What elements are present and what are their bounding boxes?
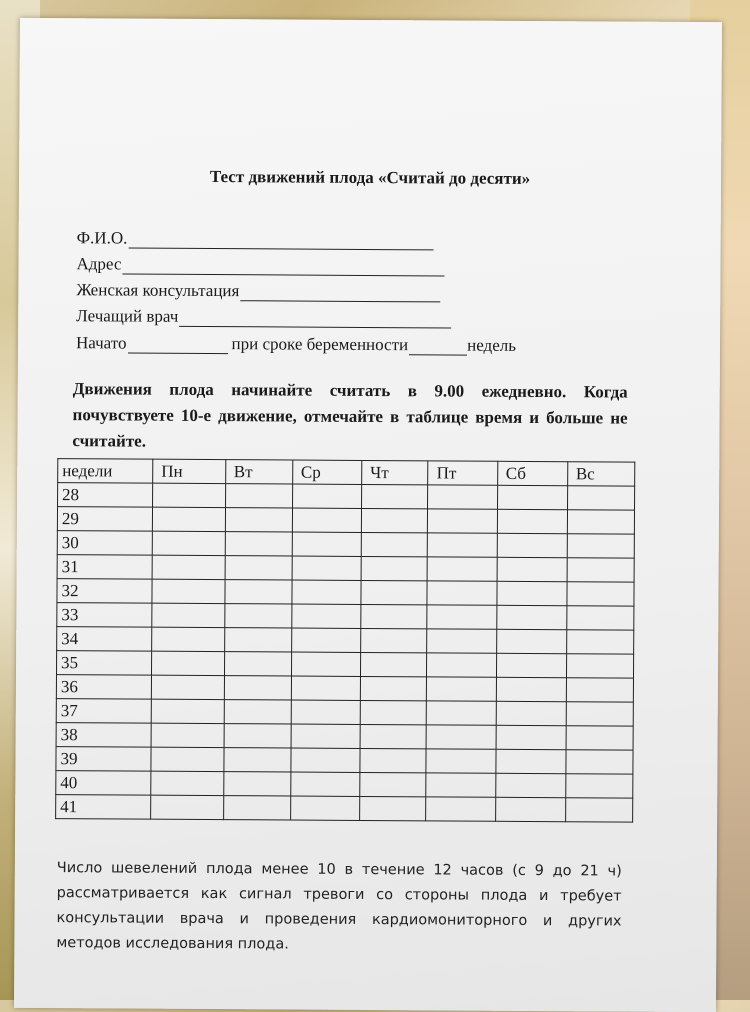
field-doctor	[76, 306, 451, 328]
week-number: 30	[57, 531, 152, 556]
field-address-label: Адрес	[76, 254, 122, 274]
field-clinic	[76, 280, 440, 302]
time-cell[interactable]	[224, 652, 291, 676]
column-header: Чт	[362, 460, 429, 484]
field-started-line[interactable]	[127, 335, 227, 355]
field-doctor-label: Лечащий врач	[76, 306, 179, 326]
time-cell[interactable]	[225, 556, 292, 580]
time-cell[interactable]	[495, 797, 565, 821]
time-cell[interactable]	[566, 726, 634, 750]
time-cell[interactable]	[152, 579, 225, 603]
field-clinic-line[interactable]	[240, 282, 440, 302]
column-header: недели	[58, 459, 153, 484]
time-cell[interactable]	[225, 484, 292, 508]
time-cell[interactable]	[223, 772, 290, 796]
week-number: 40	[56, 771, 151, 796]
field-fio	[77, 228, 434, 250]
time-cell[interactable]	[428, 485, 497, 509]
time-cell[interactable]	[151, 651, 224, 675]
table-row	[56, 723, 633, 751]
table-row	[56, 771, 633, 799]
time-cell[interactable]	[361, 532, 428, 556]
time-cell[interactable]	[565, 798, 633, 822]
time-cell[interactable]	[496, 581, 566, 605]
time-cell[interactable]	[291, 676, 360, 700]
table-header-row	[58, 459, 635, 487]
time-cell[interactable]	[151, 771, 224, 795]
table-row	[57, 579, 634, 607]
time-cell[interactable]	[151, 699, 224, 723]
table-row	[58, 483, 635, 511]
time-cell[interactable]	[292, 484, 361, 508]
table-row	[57, 531, 634, 559]
field-address	[76, 254, 444, 276]
week-number: 28	[58, 483, 153, 508]
time-cell[interactable]	[361, 508, 428, 532]
field-term-line[interactable]	[409, 336, 467, 355]
week-number: 39	[56, 747, 151, 772]
time-cell[interactable]	[567, 534, 635, 558]
time-cell[interactable]	[496, 605, 566, 629]
time-cell[interactable]	[224, 724, 291, 748]
table-row	[57, 603, 634, 631]
time-cell[interactable]	[151, 795, 224, 819]
time-cell[interactable]	[152, 531, 225, 555]
warning-note: Число шевелений плода менее 10 в течение 12 часов (с 9 до 21 ч) рассматривается как сигнал тревоги со стороны плода и требует консультации врача и проведения кардиомониторного и других методов исследования плода.	[56, 860, 622, 953]
time-cell[interactable]	[223, 748, 290, 772]
time-cell[interactable]	[291, 700, 360, 724]
time-cell[interactable]	[360, 700, 427, 724]
time-cell[interactable]	[495, 749, 565, 773]
time-cell[interactable]	[224, 580, 291, 604]
time-cell[interactable]	[224, 700, 291, 724]
week-number: 32	[57, 579, 152, 604]
time-cell[interactable]	[497, 485, 567, 509]
time-cell[interactable]	[426, 773, 495, 797]
table-row	[56, 699, 633, 727]
time-cell[interactable]	[427, 677, 496, 701]
field-fio-label: Ф.И.О.	[76, 228, 128, 248]
table-row	[56, 675, 633, 703]
time-cell[interactable]	[360, 652, 427, 676]
table-row	[57, 627, 634, 655]
time-cell[interactable]	[292, 508, 361, 532]
time-cell[interactable]	[291, 724, 360, 748]
time-cell[interactable]	[291, 604, 360, 628]
time-cell[interactable]	[566, 654, 634, 678]
time-cell[interactable]	[224, 604, 291, 628]
field-address-line[interactable]	[122, 255, 444, 276]
time-cell[interactable]	[496, 629, 566, 653]
time-cell[interactable]	[292, 556, 361, 580]
time-cell[interactable]	[566, 702, 634, 726]
time-cell[interactable]	[495, 773, 565, 797]
table-row	[56, 795, 633, 823]
time-cell[interactable]	[361, 580, 428, 604]
field-doctor-line[interactable]	[179, 308, 451, 329]
time-cell[interactable]	[224, 628, 291, 652]
field-started-label: Начато	[75, 333, 127, 353]
time-cell[interactable]	[291, 748, 360, 772]
time-cell[interactable]	[567, 510, 635, 534]
time-cell[interactable]	[427, 701, 496, 725]
time-cell[interactable]	[151, 675, 224, 699]
form-title: Тест движений плода «Считай до десяти»	[209, 167, 531, 188]
time-cell[interactable]	[290, 772, 359, 796]
week-number: 35	[56, 651, 151, 676]
time-cell[interactable]	[496, 677, 566, 701]
time-cell[interactable]	[428, 509, 497, 533]
week-number: 37	[56, 699, 151, 724]
field-fio-line[interactable]	[128, 230, 433, 251]
time-cell[interactable]	[496, 653, 566, 677]
time-cell[interactable]	[427, 629, 496, 653]
column-header: Пт	[428, 461, 497, 485]
time-cell[interactable]	[291, 652, 360, 676]
column-header: Ср	[292, 460, 361, 484]
time-cell[interactable]	[362, 484, 429, 508]
time-cell[interactable]	[427, 725, 496, 749]
time-cell[interactable]	[426, 749, 495, 773]
column-header: Пн	[153, 459, 226, 483]
time-cell[interactable]	[497, 557, 567, 581]
time-cell[interactable]	[496, 725, 566, 749]
time-cell[interactable]	[225, 532, 292, 556]
time-cell[interactable]	[360, 724, 427, 748]
time-cell[interactable]	[428, 533, 497, 557]
time-cell[interactable]	[567, 582, 635, 606]
time-cell[interactable]	[426, 797, 495, 821]
time-cell[interactable]	[427, 605, 496, 629]
time-cell[interactable]	[225, 508, 292, 532]
time-cell[interactable]	[567, 558, 635, 582]
week-number: 41	[56, 795, 151, 820]
time-cell[interactable]	[566, 606, 634, 630]
column-header: Сб	[497, 461, 567, 485]
time-cell[interactable]	[496, 701, 566, 725]
time-cell[interactable]	[566, 750, 634, 774]
table-row	[57, 555, 634, 583]
column-header: Вт	[225, 460, 292, 484]
time-cell[interactable]	[567, 486, 635, 510]
time-cell[interactable]	[290, 796, 359, 820]
table-body	[56, 483, 635, 823]
time-cell[interactable]	[360, 796, 427, 820]
field-started	[76, 333, 516, 356]
time-cell[interactable]	[223, 796, 290, 820]
time-cell[interactable]	[152, 555, 225, 579]
time-cell[interactable]	[428, 557, 497, 581]
time-cell[interactable]	[360, 772, 427, 796]
time-cell[interactable]	[361, 604, 428, 628]
field-weeks-label: недель	[467, 335, 517, 355]
time-cell[interactable]	[152, 603, 225, 627]
form-sheet	[14, 18, 722, 1012]
time-cell[interactable]	[565, 774, 633, 798]
instruction-text: Движения плода начинайте считать в 9.00 ежедневно. Когда почувствуете 10-е движение, отмечайте в таблице время и больше не считайте.	[72, 379, 628, 451]
time-cell[interactable]	[427, 653, 496, 677]
week-number: 29	[57, 507, 152, 532]
time-cell[interactable]	[151, 723, 224, 747]
time-cell[interactable]	[497, 533, 567, 557]
time-cell[interactable]	[151, 747, 224, 771]
table-row	[56, 651, 633, 679]
week-number: 34	[57, 627, 152, 652]
time-cell[interactable]	[292, 580, 361, 604]
field-term-label: при сроке беременности	[231, 334, 409, 355]
time-cell[interactable]	[152, 507, 225, 531]
week-number: 36	[56, 675, 151, 700]
time-cell[interactable]	[427, 581, 496, 605]
movement-table	[55, 458, 635, 823]
field-clinic-label: Женская консультация	[76, 280, 240, 301]
time-cell[interactable]	[566, 678, 634, 702]
time-cell[interactable]	[361, 556, 428, 580]
table-row	[57, 507, 634, 535]
time-cell[interactable]	[497, 509, 567, 533]
time-cell[interactable]	[360, 676, 427, 700]
time-cell[interactable]	[566, 630, 634, 654]
time-cell[interactable]	[291, 628, 360, 652]
time-cell[interactable]	[360, 748, 427, 772]
time-cell[interactable]	[361, 628, 428, 652]
table-row	[56, 747, 633, 775]
week-number: 33	[57, 603, 152, 628]
column-header: Вс	[567, 462, 635, 486]
time-cell[interactable]	[152, 627, 225, 651]
week-number: 38	[56, 723, 151, 748]
week-number: 31	[57, 555, 152, 580]
time-cell[interactable]	[153, 483, 226, 507]
time-cell[interactable]	[292, 532, 361, 556]
time-cell[interactable]	[224, 676, 291, 700]
